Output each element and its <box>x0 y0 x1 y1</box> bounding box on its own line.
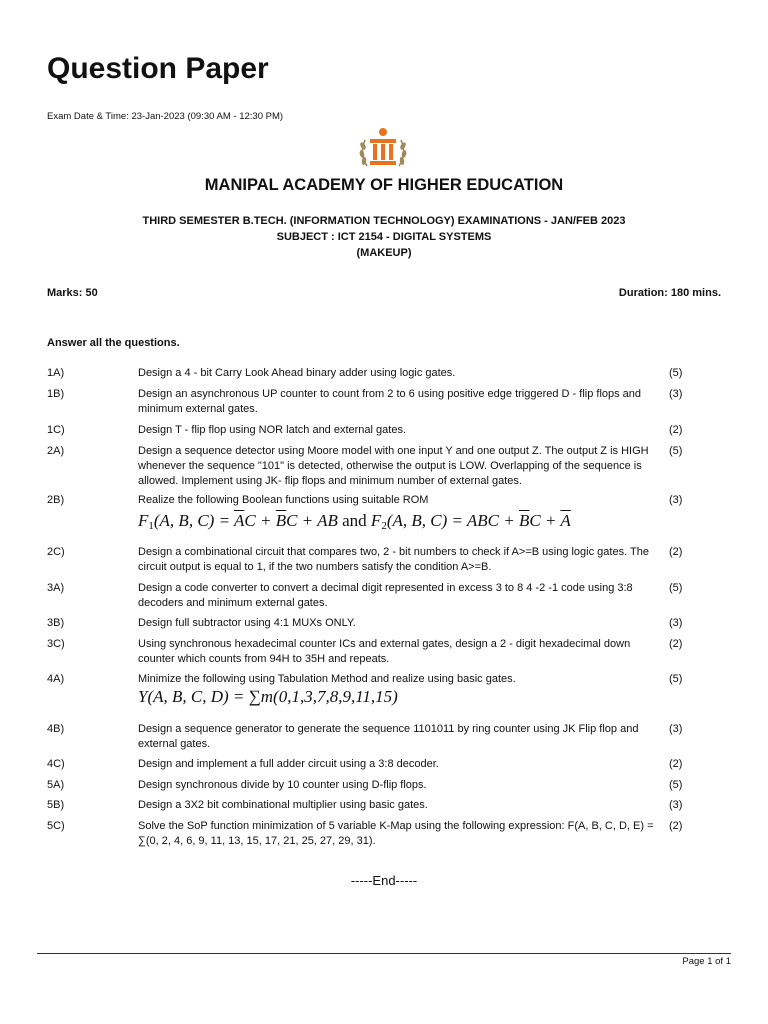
question-marks: (5) <box>669 673 683 685</box>
f2-name: F <box>370 511 382 530</box>
institution-name: MANIPAL ACADEMY OF HIGHER EDUCATION <box>204 176 564 194</box>
question-text: Design synchronous divide by 10 counter using D-flip flops. <box>138 779 427 791</box>
rom-boolean-functions <box>138 511 571 532</box>
question-marks: (5) <box>669 779 683 791</box>
page-title: Question Paper <box>47 52 269 85</box>
subject-line: SUBJECT : ICT 2154 - DIGITAL SYSTEMS <box>276 231 492 243</box>
instruction: Answer all the questions. <box>47 337 180 349</box>
f2-complement-b: $\overline{B}$ <box>519 511 530 530</box>
end-marker: -----End----- <box>350 873 418 888</box>
question-number: 2C) <box>47 546 65 558</box>
question-text: Realize the following Boolean functions using suitable ROM <box>138 494 429 506</box>
question-number: 2A) <box>47 445 65 457</box>
question-number: 2B) <box>47 494 65 506</box>
question-marks: (5) <box>669 445 683 457</box>
f2-subscript: 2 <box>381 520 387 532</box>
question-marks: (3) <box>669 494 683 506</box>
f1-name: F <box>138 511 149 530</box>
question-text: Solve the SoP function minimization of 5 variable K-Map using the following expression: F(A, B, C, D, E) = ∑(0, 2, 4, 6, 9, 11, 13, 15, 17, 21, 25, 27, 29, 31). <box>138 820 654 847</box>
f1-subscript: 1 <box>148 520 154 532</box>
question-marks: (5) <box>669 582 683 594</box>
question-text: Design a 3X2 bit combinational multiplier using basic gates. <box>138 799 428 811</box>
question-text: Design a 4 - bit Carry Look Ahead binary adder using logic gates. <box>138 367 456 379</box>
question-marks: (2) <box>669 638 683 650</box>
exam-date: Exam Date & Time: 23-Jan-2023 (09:30 AM - 12:30 PM) <box>47 111 284 122</box>
question-marks: (3) <box>669 388 683 400</box>
question-number: 5B) <box>47 799 65 811</box>
formula-and: and <box>342 511 367 530</box>
question-text: Design an asynchronous UP counter to count from 2 to 6 using positive edge triggered D - flip flops and minimum external gates. <box>138 388 642 415</box>
question-number: 1C) <box>47 424 65 436</box>
question-text: Minimize the following using Tabulation Method and realize using basic gates. <box>138 673 516 685</box>
question-number: 4C) <box>47 758 65 770</box>
university-logo <box>357 126 409 174</box>
session-label: (MAKEUP) <box>356 247 412 259</box>
question-number: 1A) <box>47 367 65 379</box>
question-marks: (3) <box>669 723 683 735</box>
question-number: 4A) <box>47 673 65 685</box>
f1-complement-a: $\overline{A}$ <box>234 511 245 530</box>
footer-divider <box>37 953 731 954</box>
f1-complement-b: $\overline{B}$ <box>275 511 287 530</box>
question-text: Design a combinational circuit that compares two, 2 - bit numbers to check if A>=B using logic gates. The circuit output is equal to 1, if the two numbers satisfy the condition A>=B. <box>138 546 649 573</box>
question-marks: (5) <box>669 367 683 379</box>
question-text: Design and implement a full adder circuit using a 3:8 decoder. <box>138 758 439 770</box>
question-number: 5C) <box>47 820 65 832</box>
question-marks: (2) <box>669 820 683 832</box>
question-marks: (2) <box>669 546 683 558</box>
page-number: Page 1 of 1 <box>682 956 731 967</box>
question-marks: (2) <box>669 758 683 770</box>
f1-args: (A, B, C) = <box>153 511 234 530</box>
f2-term-c: C + <box>529 511 561 530</box>
question-marks: (3) <box>669 799 683 811</box>
total-marks: Marks: 50 <box>47 287 98 299</box>
question-marks: (2) <box>669 424 683 436</box>
question-number: 5A) <box>47 779 65 791</box>
f1-term-rest: C + AB <box>286 511 338 530</box>
question-text: Design a code converter to convert a decimal digit represented in excess 3 to 8 4 -2 -1 code using 3:8 decoders and minimum external gates. <box>138 582 633 609</box>
exam-duration: Duration: 180 mins. <box>618 287 721 299</box>
f1-term-c: C + <box>244 511 276 530</box>
question-number: 3A) <box>47 582 65 594</box>
question-text: Design full subtractor using 4:1 MUXs ONLY. <box>138 617 356 629</box>
question-text: Design T - flip flop using NOR latch and external gates. <box>138 424 407 436</box>
question-text: Design a sequence detector using Moore model with one input Y and one output Z. The output Z is HIGH whenever the sequence "101" is detected, otherwise the output is LOW. Overlapping of the sequence is allowed. Implement using JK- flip flops and minimum number of external gates. <box>138 445 649 487</box>
question-number: 3C) <box>47 638 65 650</box>
question-number: 4B) <box>47 723 65 735</box>
question-marks: (3) <box>669 617 683 629</box>
f2-complement-a: $\overline{A}$ <box>560 511 571 530</box>
question-number: 3B) <box>47 617 65 629</box>
exam-title: THIRD SEMESTER B.TECH. (INFORMATION TECHNOLOGY) EXAMINATIONS - JAN/FEB 2023 <box>142 215 626 227</box>
question-text: Using synchronous hexadecimal counter ICs and external gates, design a 2 - digit hexadecimal down counter which counts from 94H to 35H and repeats. <box>138 638 631 665</box>
question-text: Design a sequence generator to generate the sequence 1101011 by ring counter using JK Flip flop and external gates. <box>138 723 639 750</box>
question-number: 1B) <box>47 388 65 400</box>
tabulation-expression: Y(A, B, C, D) = ∑m(0,1,3,7,8,9,11,15) <box>138 687 398 706</box>
f2-args: (A, B, C) = ABC + <box>386 511 519 530</box>
